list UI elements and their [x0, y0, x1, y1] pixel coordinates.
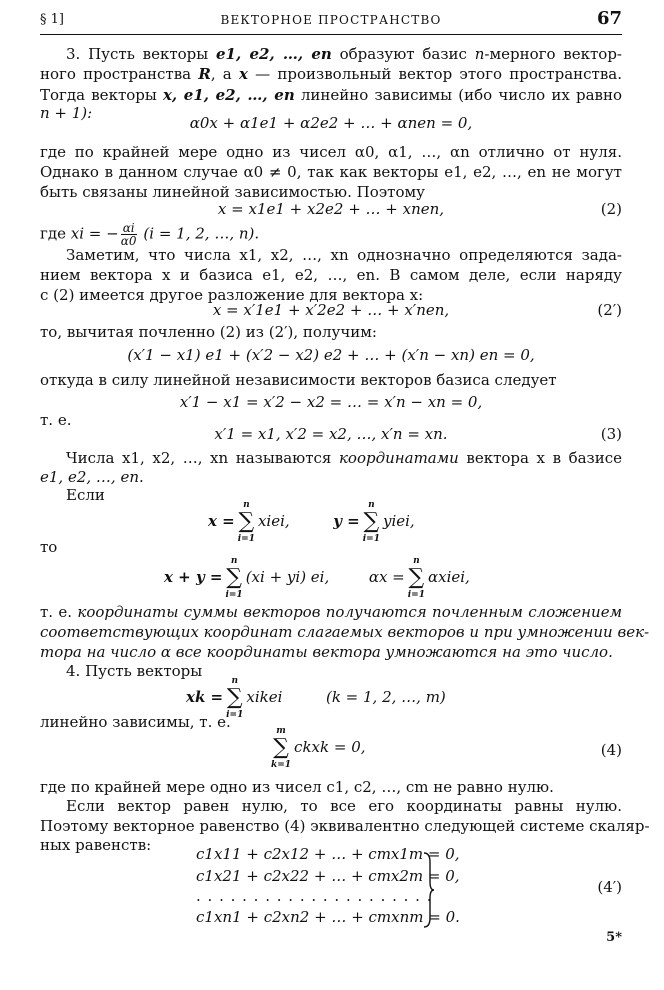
- equation-xk: xk = n ∑ i=1 xikei (k = 1, 2, …, m): [186, 676, 446, 720]
- equation-2: x = x1e1 + x2e2 + … + xnen,: [217, 200, 445, 218]
- system-row1: c1x11 + c2x12 + … + cmx1m = 0,: [196, 845, 460, 863]
- right-brace: [423, 852, 435, 928]
- equation-3-number: (3): [600, 425, 622, 443]
- equation-4: m ∑ k=1 ckxk = 0,: [271, 726, 366, 770]
- sigma-mul: n ∑ i=1: [407, 556, 425, 600]
- p-coord-line2: нием вектора x и базиса e1, e2, …, en. В самом деле, если наряду: [40, 266, 622, 284]
- p4b-line2: Если вектор равен нулю, то все его координаты равны нулю.: [66, 797, 622, 815]
- fraction: $\frac{\alpha i}{\alpha 0}$: [120, 221, 137, 248]
- equation-4-number: (4): [600, 741, 622, 759]
- system-row4: c1xn1 + c2xn2 + … + cmxnm = 0.: [196, 908, 460, 926]
- p4b-line3: Поэтому векторное равенство (4) эквивалентно следующей системе скаляр-: [40, 817, 650, 835]
- sigma-xk: n ∑ i=1: [226, 676, 244, 720]
- p-names-line3: Если: [66, 486, 105, 504]
- equation-2-number: (2): [600, 200, 622, 218]
- text-then: то: [40, 538, 58, 556]
- system-number: (4′): [597, 878, 622, 896]
- text-subtract: то, вычитая почленно (2) из (2′), получим:: [40, 323, 377, 341]
- system-row2: c1x21 + c2x22 + … + cmx2m = 0,: [196, 867, 460, 885]
- p4b-line1: где по крайней мере одно из чисел c1, c2, …, cm не равно нулю.: [40, 778, 554, 796]
- p3-line2: ного пространства R, а x — произвольный вектор этого пространства.: [40, 65, 622, 83]
- equation-2-prime-number: (2′): [597, 301, 622, 319]
- equation-3: x′1 = x1, x′2 = x2, …, x′n = xn.: [214, 425, 448, 443]
- where-xi-line: где xi = − $\frac{\alpha i}{\alpha 0}$ (i = 1, 2, …, n).: [40, 221, 260, 248]
- text-ie: т. е.: [40, 411, 72, 429]
- equation-2-prime: x = x′1e1 + x′2e2 + … + x′nen,: [212, 301, 450, 319]
- p-conclusion-line2: соответствующих координат слагаемых векторов и при умножении век-: [40, 623, 650, 641]
- p3b-line1: где по крайней мере одно из чисел α0, α1, …, αn отлично от нуля.: [40, 143, 622, 161]
- p3b-line2: Однако в данном случае α0 ≠ 0, так как векторы e1, e2, …, en не могут: [40, 163, 622, 181]
- equation-operations: x + y = n ∑ i=1 (xi + yi) ei, αx = n ∑ i=1 αxiei,: [164, 556, 470, 600]
- system-row3: . . . . . . . . . . . . . . . . . . . . .: [196, 887, 433, 905]
- sigma-4: m ∑ k=1: [271, 726, 292, 770]
- signature-mark: 5*: [606, 930, 622, 945]
- p4-line1: 4. Пусть векторы: [66, 662, 203, 680]
- sigma-y: n ∑ i=1: [362, 500, 380, 544]
- p-conclusion-line1: т. е. координаты суммы векторов получаются почленным сложением: [40, 603, 623, 621]
- running-header: [40, 10, 622, 35]
- equation-sums: x = n ∑ i=1 xiei, y = n ∑ i=1 yiei,: [208, 500, 415, 544]
- p-names-line1: Числа x1, x2, …, xn называются координатами вектора x в базисе: [66, 449, 623, 467]
- p-names-line2: e1, e2, …, en.: [40, 468, 144, 486]
- equation-difference: (x′1 − x1) e1 + (x′2 − x2) e2 + … + (x′n − xn) en = 0,: [127, 346, 535, 364]
- p3b-line3: быть связаны линейной зависимостью. Поэтому: [40, 183, 425, 201]
- page-number: 67: [596, 8, 622, 29]
- p-coord-line3: с (2) имеется другое разложение для вектора x:: [40, 286, 424, 304]
- section-marker: § 1]: [40, 12, 64, 27]
- p-coord-line1: Заметим, что числа x1, x2, …, xn однозначно определяются зада-: [66, 246, 622, 264]
- p3-line3: Тогда векторы x, e1, e2, …, en линейно зависимы (ибо число их равно: [40, 86, 622, 104]
- sigma-add: n ∑ i=1: [225, 556, 243, 600]
- sigma-x: n ∑ i=1: [237, 500, 255, 544]
- p4b-line4: ных равенств:: [40, 836, 152, 854]
- p3-line1: 3. Пусть векторы e1, e2, …, en образуют базис n-мерного вектор-: [66, 45, 622, 63]
- p-conclusion-line3: тора на число α все координаты вектора умножаются на это число.: [40, 643, 613, 661]
- running-title: ВЕКТОРНОЕ ПРОСТРАНСТВО: [220, 13, 442, 27]
- p3-line4: n + 1):: [40, 104, 93, 122]
- equation-zero: x′1 − x1 = x′2 − x2 = … = x′n − xn = 0,: [179, 393, 483, 411]
- equation-dependence: α0x + α1e1 + α2e2 + … + αnen = 0,: [189, 114, 473, 132]
- text-whence: откуда в силу линейной независимости векторов базиса следует: [40, 371, 557, 389]
- text-lindep: линейно зависимы, т. е.: [40, 713, 231, 731]
